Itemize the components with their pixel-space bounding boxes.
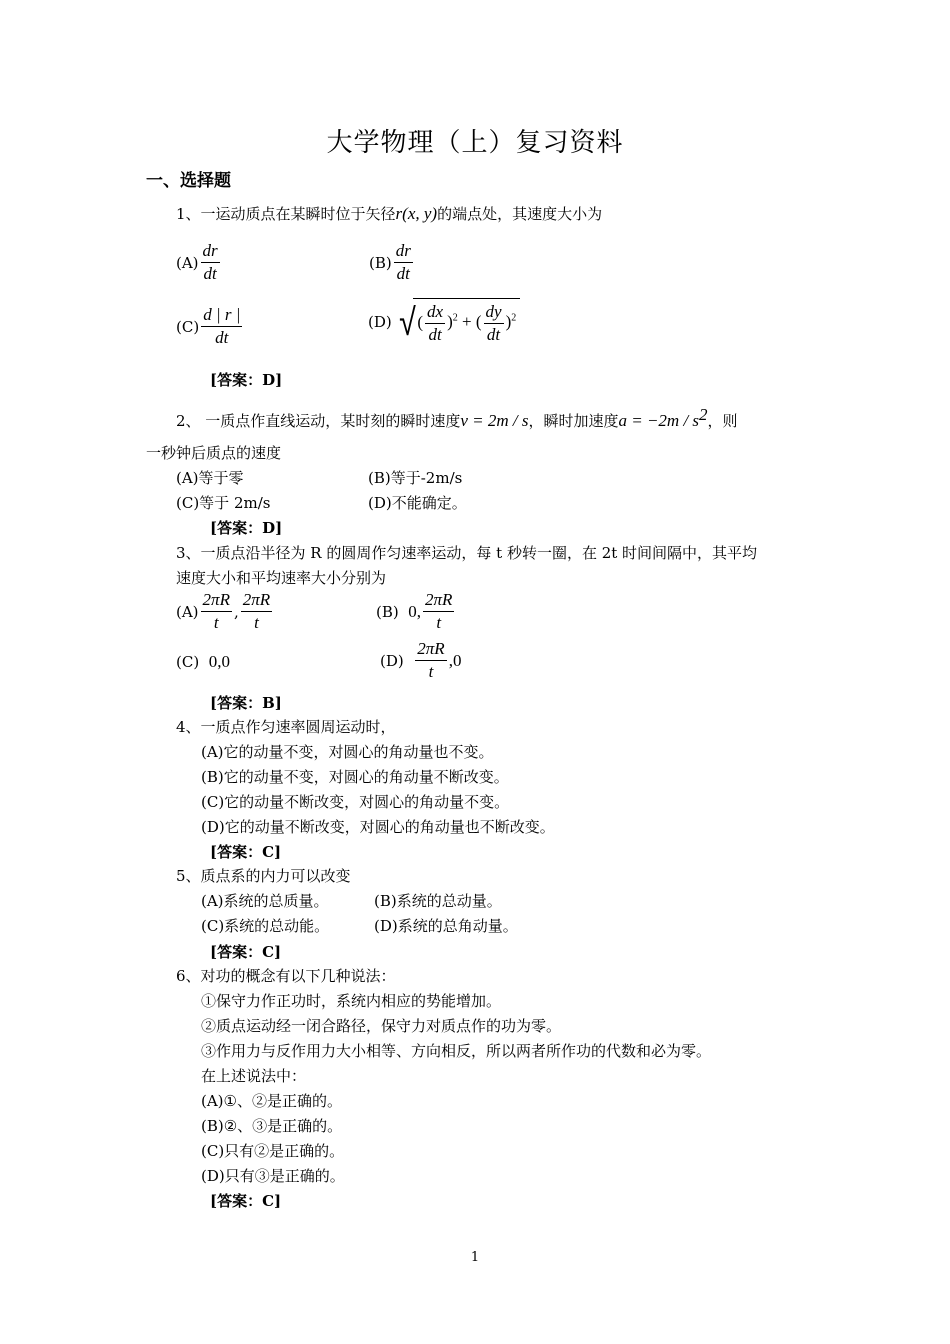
q6-statement-3: ③作用力与反作用力大小相等、方向相反，所以两者所作功的代数和必为零。 [201, 1042, 712, 1060]
q2-stem-line2: 一秒钟后质点的速度 [146, 444, 282, 462]
q6-stem: 6、对功的概念有以下几种说法： [176, 967, 396, 985]
q3-b-fraction [423, 589, 454, 634]
q1-d-f1-numerator: dx [425, 301, 445, 324]
q4-answer: [答案：C] [210, 843, 282, 861]
q3-option-c-label: (C) [176, 653, 200, 671]
page-number: 1 [470, 1250, 480, 1265]
q2-stem [176, 405, 738, 431]
q1-vector-expr: r(x, y) [395, 204, 438, 223]
q3-a-f2-numerator: 2πR [241, 589, 272, 612]
q6-lead: 在上述说法中： [201, 1067, 307, 1085]
document-title: 大学物理（上）复习资料 [326, 128, 624, 158]
q3-option-a: (A) $\frac{2\pi R}{t}$ , $\frac{2\pi R}{t}$ [176, 590, 271, 632]
q3-option-b-label: (B) [376, 602, 399, 621]
q5-option-b: (B)系统的总动量。 [374, 892, 502, 910]
q2-stem-mid: ，瞬时加速度 [528, 412, 619, 430]
q3-answer: [答案：B] [210, 694, 282, 712]
q6-option-c: (C)只有②是正确的。 [201, 1142, 345, 1160]
q1-option-a-fraction [201, 240, 220, 285]
q1-a-numerator: dr [201, 240, 220, 263]
q1-d-f2-numerator: dy [484, 301, 504, 324]
q3-d-suffix: ,0 [448, 650, 462, 670]
sqrt-icon: √ [398, 299, 416, 344]
q3-option-d [380, 638, 461, 683]
q1-option-b-fraction [394, 240, 413, 285]
q4-option-b: (B)它的动量不变，对圆心的角动量不断改变。 [201, 768, 509, 786]
q1-d-f2-denominator: dt [486, 325, 501, 344]
q1-b-denominator: dt [396, 264, 410, 283]
q1-stem-end: 的端点处，其速度大小为 [437, 205, 603, 223]
q4-stem: 4、一质点作匀速率圆周运动时， [176, 718, 396, 736]
q1-option-c-label: (C) [176, 317, 200, 336]
q5-answer: [答案：C] [210, 943, 282, 961]
q3-a-fraction-2 [241, 589, 272, 634]
q1-a-denominator: dt [203, 264, 217, 283]
q1-d-fraction-2 [484, 301, 504, 346]
section-heading: 一、选择题 [146, 171, 231, 191]
q5-option-d: (D)系统的总角动量。 [374, 917, 518, 935]
q3-d-numerator: 2πR [415, 638, 446, 661]
q1-option-d-radicand: ( $\frac{dx}{dt}$ )$^2$ + ( $\frac{dy}{dt}$ )$^2$ [413, 298, 520, 346]
q3-a-f1-numerator: 2πR [201, 589, 232, 612]
q6-statement-1: ①保守力作正功时，系统内相应的势能增加。 [201, 992, 502, 1010]
q1-option-a [176, 240, 222, 285]
q1-c-denominator: dt [215, 328, 229, 347]
q4-option-c: (C)它的动量不断改变，对圆心的角动量不变。 [201, 793, 510, 811]
q3-b-numerator: 2πR [423, 589, 454, 612]
q6-statement-2: ②质点运动经一闭合路径，保守力对质点作的功为零。 [201, 1017, 562, 1035]
q2-option-b: (B)等于-2m/s [368, 469, 463, 487]
q2-velocity-expr: v = 2m / s [460, 411, 529, 430]
q5-stem: 5、质点系的内力可以改变 [176, 867, 351, 885]
q2-acceleration-expr: a = −2m / s [618, 411, 700, 430]
q6-option-b: (B)②、③是正确的。 [201, 1117, 343, 1135]
q3-option-a-label: (A) [176, 602, 199, 621]
q3-d-denominator: t [428, 662, 434, 681]
q3-stem-line2: 速度大小和平均速率大小分别为 [176, 569, 387, 587]
q3-option-b [376, 589, 456, 634]
q3-option-c [176, 652, 230, 672]
q2-acceleration-exponent: 2 [699, 405, 708, 424]
q3-a-fraction-1 [201, 589, 232, 634]
q3-b-denominator: t [436, 613, 442, 632]
q1-answer: [答案：D] [210, 371, 283, 389]
q4-option-d: (D)它的动量不断改变，对圆心的角动量也不断改变。 [201, 818, 555, 836]
q2-stem-start: 2、 一质点作直线运动，某时刻的瞬时速度 [176, 412, 461, 430]
q1-option-d [368, 298, 520, 346]
q3-b-prefix: 0, [408, 601, 422, 621]
q3-option-d-label: (D) [380, 651, 404, 670]
q2-option-a: (A)等于零 [176, 469, 244, 487]
q6-option-d: (D)只有③是正确的。 [201, 1167, 345, 1185]
q5-option-c: (C)系统的总动能。 [201, 917, 330, 935]
q3-a-f2-denominator: t [254, 613, 259, 632]
q1-d-fraction-1 [425, 301, 445, 346]
q1-d-f1-denominator: dt [428, 325, 442, 344]
q3-stem-line1: 3、一质点沿半径为 R 的圆周作匀速率运动，每 t 秒转一圈，在 2t 时间间隔中，其平均 [176, 544, 758, 562]
q1-b-numerator: dr [394, 240, 413, 263]
q1-option-c [176, 304, 244, 349]
q4-option-a: (A)它的动量不变，对圆心的角动量也不变。 [201, 743, 494, 761]
q2-answer: [答案：D] [210, 519, 283, 537]
q1-option-d-label: (D) [368, 313, 392, 331]
q6-answer: [答案：C] [210, 1192, 282, 1210]
q5-option-a: (A)系统的总质量。 [201, 892, 329, 910]
q1-stem [176, 203, 602, 224]
q1-c-numerator: d | r | [201, 304, 242, 327]
q3-a-f1-denominator: t [213, 613, 219, 632]
q1-option-c-fraction [201, 304, 242, 349]
q1-option-a-label: (A) [176, 253, 199, 272]
q3-c-value: 0,0 [208, 652, 230, 671]
q1-option-b [369, 240, 415, 285]
q2-option-d: (D)不能确定。 [368, 494, 467, 512]
q6-option-a: (A)①、②是正确的。 [201, 1092, 342, 1110]
q2-option-c: (C)等于 2m/s [176, 494, 271, 512]
q1-option-b-label: (B) [369, 253, 392, 272]
q3-d-fraction [415, 638, 446, 683]
q2-stem-end: ，则 [707, 412, 738, 430]
q1-stem-start: 1、一运动质点在某瞬时位于矢径 [176, 205, 396, 223]
